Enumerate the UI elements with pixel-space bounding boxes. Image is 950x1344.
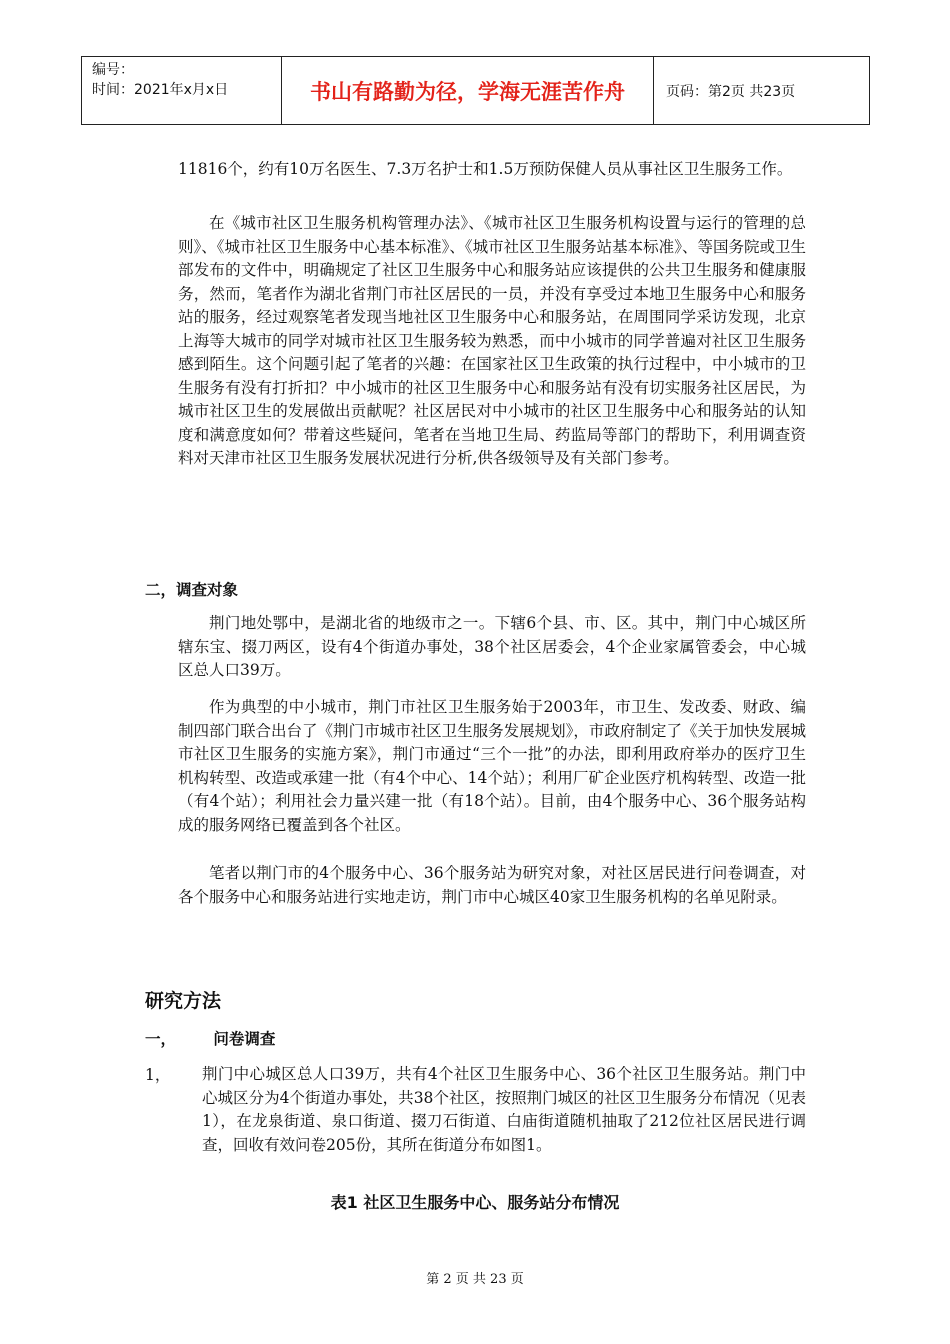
paragraph-1: 11816个，约有10万名医生、7.3万名护士和1.5万预防保健人员从事社区卫生服务工作。 bbox=[178, 160, 793, 178]
table-title: 表1 社区卫生服务中心、服务站分布情况 bbox=[330, 1193, 620, 1212]
section-title-methods: 研究方法 bbox=[145, 990, 222, 1012]
paragraph-3: 荆门地处鄂中，是湖北省的地级市之一。下辖6个县、市、区。其中，荆门中心城区所辖东宝、掇刀两区，设有4个街道办事处，38个社区居委会，4个企业家属管委会，中心城区总人口39万。 bbox=[178, 614, 806, 679]
paragraph-5: 笔者以荆门市的4个服务中心、36个服务站为研究对象，对社区居民进行问卷调查，对各个服务中心和服务站进行实地走访，荆门市中心城区40家卫生服务机构的名单见附录。 bbox=[178, 864, 806, 906]
subsection-number: 一， bbox=[145, 1030, 177, 1048]
paragraph-4: 作为典型的中小城市，荆门市社区卫生服务始于2003年，市卫生、发改委、财政、编制四部门联合出台了《荆门市城市社区卫生服务发展规划》，市政府制定了《关于加快发展城市社区卫生服务的实施方案》，荆门市通过“三个一批”的办法，即利用政府举办的医疗卫生机构转型、改造或承建一批（有4个中心、14个站）；利用厂矿企业医疗机构转型、改造一批（有4个站）；利用社会力量兴建一批（有18个站）。目前，由4个服务中心、36个服务站构成的服务网络已覆盖到各个社区。 bbox=[178, 698, 806, 834]
header-meta bbox=[82, 57, 282, 124]
subsection-heading bbox=[145, 1027, 275, 1049]
paragraph-2: 在《城市社区卫生服务机构管理办法》、《城市社区卫生服务机构设置与运行的管理的总则》、《城市社区卫生服务中心基本标准》、《城市社区卫生服务站基本标准》、等国务院或卫生部发布的文件中，明确规定了社区卫生服务中心和服务站应该提供的公共卫生服务和健康服务，然而，笔者作为湖北省荆门市社区居民的一员，并没有享受过本地卫生服务中心和服务站的服务，经过观察笔者发现当地社区卫生服务中心和服务站，在周围同学采访发现，北京上海等大城市的同学对城市社区卫生服务较为熟悉，而中小城市的同学普遍对社区卫生服务感到陌生。这个问题引起了笔者的兴趣：在国家社区卫生政策的执行过程中，中小城市的卫生服务有没有打折扣？中小城市的社区卫生服务中心和服务站有没有切实服务社区居民，为城市社区卫生的发展做出贡献呢？社区居民对中小城市的社区卫生服务中心和服务站的认知度和满意度如何？带着这些疑问，笔者在当地卫生局、药监局等部门的帮助下，利用调查资料对天津市社区卫生服务发展状况进行分析,供各级领导及有关部门参考。 bbox=[178, 214, 806, 467]
item-number: 1， bbox=[145, 1066, 171, 1084]
page-footer: 第 2 页 共 23 页 bbox=[426, 1272, 524, 1287]
header-box bbox=[81, 56, 870, 125]
time-label: 时间：2021年x月x日 bbox=[92, 82, 229, 98]
header-page-info: 页码：第2页 共23页 bbox=[666, 83, 796, 100]
section-title-subjects: 二，调查对象 bbox=[145, 581, 239, 599]
subsection-title: 问卷调查 bbox=[213, 1030, 276, 1048]
number-label: 编号： bbox=[92, 62, 134, 78]
header-motto: 书山有路勤为径，学海无涯苦作舟 bbox=[282, 57, 654, 124]
item-text: 荆门中心城区总人口39万，共有4个社区卫生服务中心、36个社区卫生服务站。荆门中心城区分为4个街道办事处，共38个社区，按照荆门城区的社区卫生服务分布情况（见表1），在龙泉街道、泉口街道、掇刀石街道、白庙街道随机抽取了212位社区居民进行调查，回收有效问卷205份，其所在街道分布如图1。 bbox=[202, 1065, 806, 1154]
